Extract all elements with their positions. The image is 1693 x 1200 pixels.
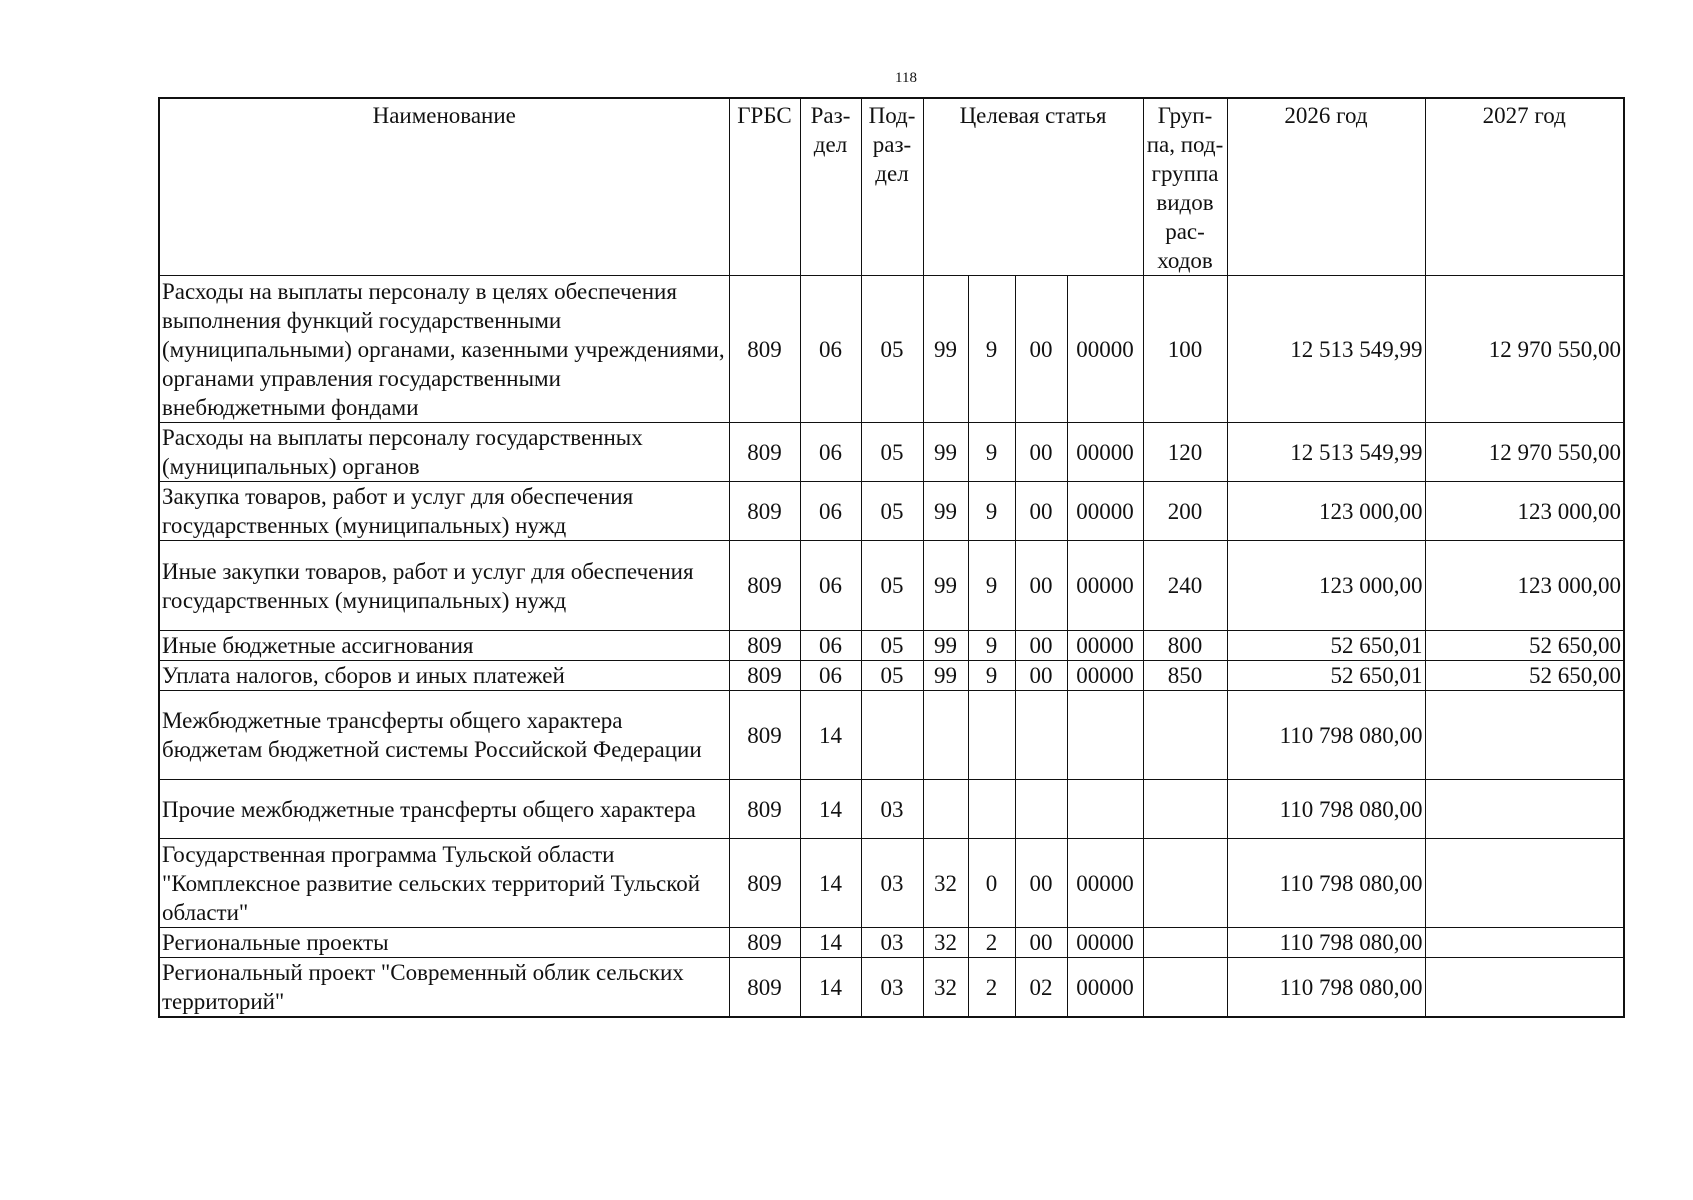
cell-expense-group: 200: [1143, 482, 1227, 541]
cell-grbs: 809: [729, 482, 800, 541]
header-group: Груп-па, под-группа видов рас-ходов: [1143, 98, 1227, 276]
table-row: [159, 661, 1624, 691]
cell-target-type: [968, 691, 1015, 780]
cell-expense-group: [1143, 780, 1227, 839]
cell-2027: [1425, 780, 1624, 839]
cell-grbs: 809: [729, 276, 800, 423]
table-row: [159, 482, 1624, 541]
cell-2026: 123 000,00: [1227, 541, 1425, 631]
cell-razdel: 06: [800, 482, 861, 541]
cell-2027: 52 650,00: [1425, 661, 1624, 691]
cell-target-direction: [1067, 691, 1143, 780]
cell-2027: [1425, 839, 1624, 928]
cell-name: Расходы на выплаты персоналу в целях обеспечения выполнения функций государственными (муниципальными) органами, казенными учреждениями, органами управления государственными внебюджетными фондами: [159, 276, 729, 423]
table-body: [159, 276, 1624, 1018]
cell-razdel: 06: [800, 276, 861, 423]
cell-grbs: 809: [729, 780, 800, 839]
cell-target-type: 9: [968, 276, 1015, 423]
cell-name: Закупка товаров, работ и услуг для обеспечения государственных (муниципальных) нужд: [159, 482, 729, 541]
cell-razdel: 06: [800, 541, 861, 631]
cell-grbs: 809: [729, 928, 800, 958]
table-row: [159, 541, 1624, 631]
cell-target-direction: 00000: [1067, 276, 1143, 423]
cell-expense-group: 100: [1143, 276, 1227, 423]
cell-name: Расходы на выплаты персоналу государственных (муниципальных) органов: [159, 423, 729, 482]
cell-target-type: 0: [968, 839, 1015, 928]
cell-2026: 110 798 080,00: [1227, 928, 1425, 958]
cell-2026: 110 798 080,00: [1227, 958, 1425, 1018]
cell-target-subprogram: 00: [1015, 928, 1067, 958]
cell-target-subprogram: [1015, 780, 1067, 839]
cell-2026: 110 798 080,00: [1227, 691, 1425, 780]
cell-target-program: 99: [923, 631, 968, 661]
cell-target-direction: 00000: [1067, 839, 1143, 928]
cell-grbs: 809: [729, 661, 800, 691]
cell-target-subprogram: 02: [1015, 958, 1067, 1018]
cell-podrazdel: [861, 691, 923, 780]
table-row: [159, 958, 1624, 1018]
cell-target-direction: 00000: [1067, 631, 1143, 661]
cell-expense-group: 120: [1143, 423, 1227, 482]
table-row: [159, 780, 1624, 839]
header-podrazdel: Под-раз-дел: [861, 98, 923, 276]
cell-podrazdel: 05: [861, 661, 923, 691]
cell-expense-group: [1143, 928, 1227, 958]
cell-target-type: 9: [968, 541, 1015, 631]
cell-expense-group: 800: [1143, 631, 1227, 661]
cell-grbs: 809: [729, 541, 800, 631]
header-2027: 2027 год: [1425, 98, 1624, 276]
cell-expense-group: 850: [1143, 661, 1227, 691]
cell-target-program: 32: [923, 839, 968, 928]
cell-target-direction: 00000: [1067, 661, 1143, 691]
cell-name: Прочие межбюджетные трансферты общего характера: [159, 780, 729, 839]
cell-2026: 110 798 080,00: [1227, 780, 1425, 839]
cell-target-subprogram: 00: [1015, 541, 1067, 631]
cell-target-direction: 00000: [1067, 958, 1143, 1018]
cell-grbs: 809: [729, 691, 800, 780]
cell-target-type: 9: [968, 631, 1015, 661]
cell-expense-group: [1143, 839, 1227, 928]
cell-name: Уплата налогов, сборов и иных платежей: [159, 661, 729, 691]
header-razdel: Раз-дел: [800, 98, 861, 276]
cell-expense-group: [1143, 958, 1227, 1018]
cell-target-subprogram: 00: [1015, 423, 1067, 482]
page-number: 118: [895, 70, 917, 86]
cell-podrazdel: 03: [861, 780, 923, 839]
cell-target-direction: 00000: [1067, 423, 1143, 482]
cell-expense-group: 240: [1143, 541, 1227, 631]
cell-target-direction: [1067, 780, 1143, 839]
cell-target-program: [923, 691, 968, 780]
header-target: Целевая статья: [923, 98, 1143, 276]
cell-target-subprogram: 00: [1015, 839, 1067, 928]
header-row: [159, 98, 1624, 276]
cell-name: Государственная программа Тульской области "Комплексное развитие сельских территорий Тульской области": [159, 839, 729, 928]
cell-podrazdel: 05: [861, 423, 923, 482]
cell-2027: 12 970 550,00: [1425, 423, 1624, 482]
cell-podrazdel: 03: [861, 958, 923, 1018]
cell-target-type: 9: [968, 661, 1015, 691]
cell-razdel: 14: [800, 691, 861, 780]
cell-name: Региональный проект "Современный облик сельских территорий": [159, 958, 729, 1018]
cell-2027: 12 970 550,00: [1425, 276, 1624, 423]
cell-target-type: 9: [968, 482, 1015, 541]
cell-target-program: 32: [923, 928, 968, 958]
cell-2027: 123 000,00: [1425, 482, 1624, 541]
cell-podrazdel: 03: [861, 839, 923, 928]
header-grbs: ГРБС: [729, 98, 800, 276]
cell-target-program: 99: [923, 482, 968, 541]
cell-target-subprogram: 00: [1015, 661, 1067, 691]
cell-expense-group: [1143, 691, 1227, 780]
cell-target-subprogram: [1015, 691, 1067, 780]
cell-target-type: [968, 780, 1015, 839]
cell-name: Иные закупки товаров, работ и услуг для обеспечения государственных (муниципальных) нужд: [159, 541, 729, 631]
cell-podrazdel: 05: [861, 276, 923, 423]
cell-grbs: 809: [729, 423, 800, 482]
cell-target-subprogram: 00: [1015, 631, 1067, 661]
cell-grbs: 809: [729, 839, 800, 928]
cell-razdel: 14: [800, 928, 861, 958]
cell-razdel: 06: [800, 423, 861, 482]
cell-podrazdel: 05: [861, 482, 923, 541]
cell-podrazdel: 03: [861, 928, 923, 958]
cell-razdel: 14: [800, 958, 861, 1018]
cell-target-type: 2: [968, 928, 1015, 958]
header-2026: 2026 год: [1227, 98, 1425, 276]
budget-table: [158, 97, 1625, 1018]
cell-name: Региональные проекты: [159, 928, 729, 958]
cell-grbs: 809: [729, 958, 800, 1018]
cell-razdel: 14: [800, 839, 861, 928]
cell-2027: 52 650,00: [1425, 631, 1624, 661]
cell-target-program: 99: [923, 276, 968, 423]
cell-2027: [1425, 691, 1624, 780]
cell-target-direction: 00000: [1067, 541, 1143, 631]
cell-target-program: 99: [923, 541, 968, 631]
cell-target-subprogram: 00: [1015, 276, 1067, 423]
cell-2026: 52 650,01: [1227, 661, 1425, 691]
cell-target-program: 32: [923, 958, 968, 1018]
cell-target-program: [923, 780, 968, 839]
cell-target-subprogram: 00: [1015, 482, 1067, 541]
table-row: [159, 631, 1624, 661]
cell-2027: [1425, 958, 1624, 1018]
cell-name: Иные бюджетные ассигнования: [159, 631, 729, 661]
cell-razdel: 06: [800, 631, 861, 661]
cell-2026: 12 513 549,99: [1227, 423, 1425, 482]
cell-2026: 110 798 080,00: [1227, 839, 1425, 928]
cell-grbs: 809: [729, 631, 800, 661]
table-row: [159, 839, 1624, 928]
cell-razdel: 14: [800, 780, 861, 839]
table-row: [159, 928, 1624, 958]
cell-target-program: 99: [923, 661, 968, 691]
table-row: [159, 423, 1624, 482]
header-name: Наименование: [159, 98, 729, 276]
cell-target-direction: 00000: [1067, 928, 1143, 958]
cell-2027: 123 000,00: [1425, 541, 1624, 631]
cell-name: Межбюджетные трансферты общего характера бюджетам бюджетной системы Российской Федерации: [159, 691, 729, 780]
cell-2027: [1425, 928, 1624, 958]
cell-2026: 52 650,01: [1227, 631, 1425, 661]
cell-podrazdel: 05: [861, 541, 923, 631]
cell-2026: 123 000,00: [1227, 482, 1425, 541]
table-row: [159, 276, 1624, 423]
cell-target-type: 9: [968, 423, 1015, 482]
cell-target-type: 2: [968, 958, 1015, 1018]
cell-podrazdel: 05: [861, 631, 923, 661]
cell-target-direction: 00000: [1067, 482, 1143, 541]
cell-razdel: 06: [800, 661, 861, 691]
cell-2026: 12 513 549,99: [1227, 276, 1425, 423]
table-row: [159, 691, 1624, 780]
cell-target-program: 99: [923, 423, 968, 482]
